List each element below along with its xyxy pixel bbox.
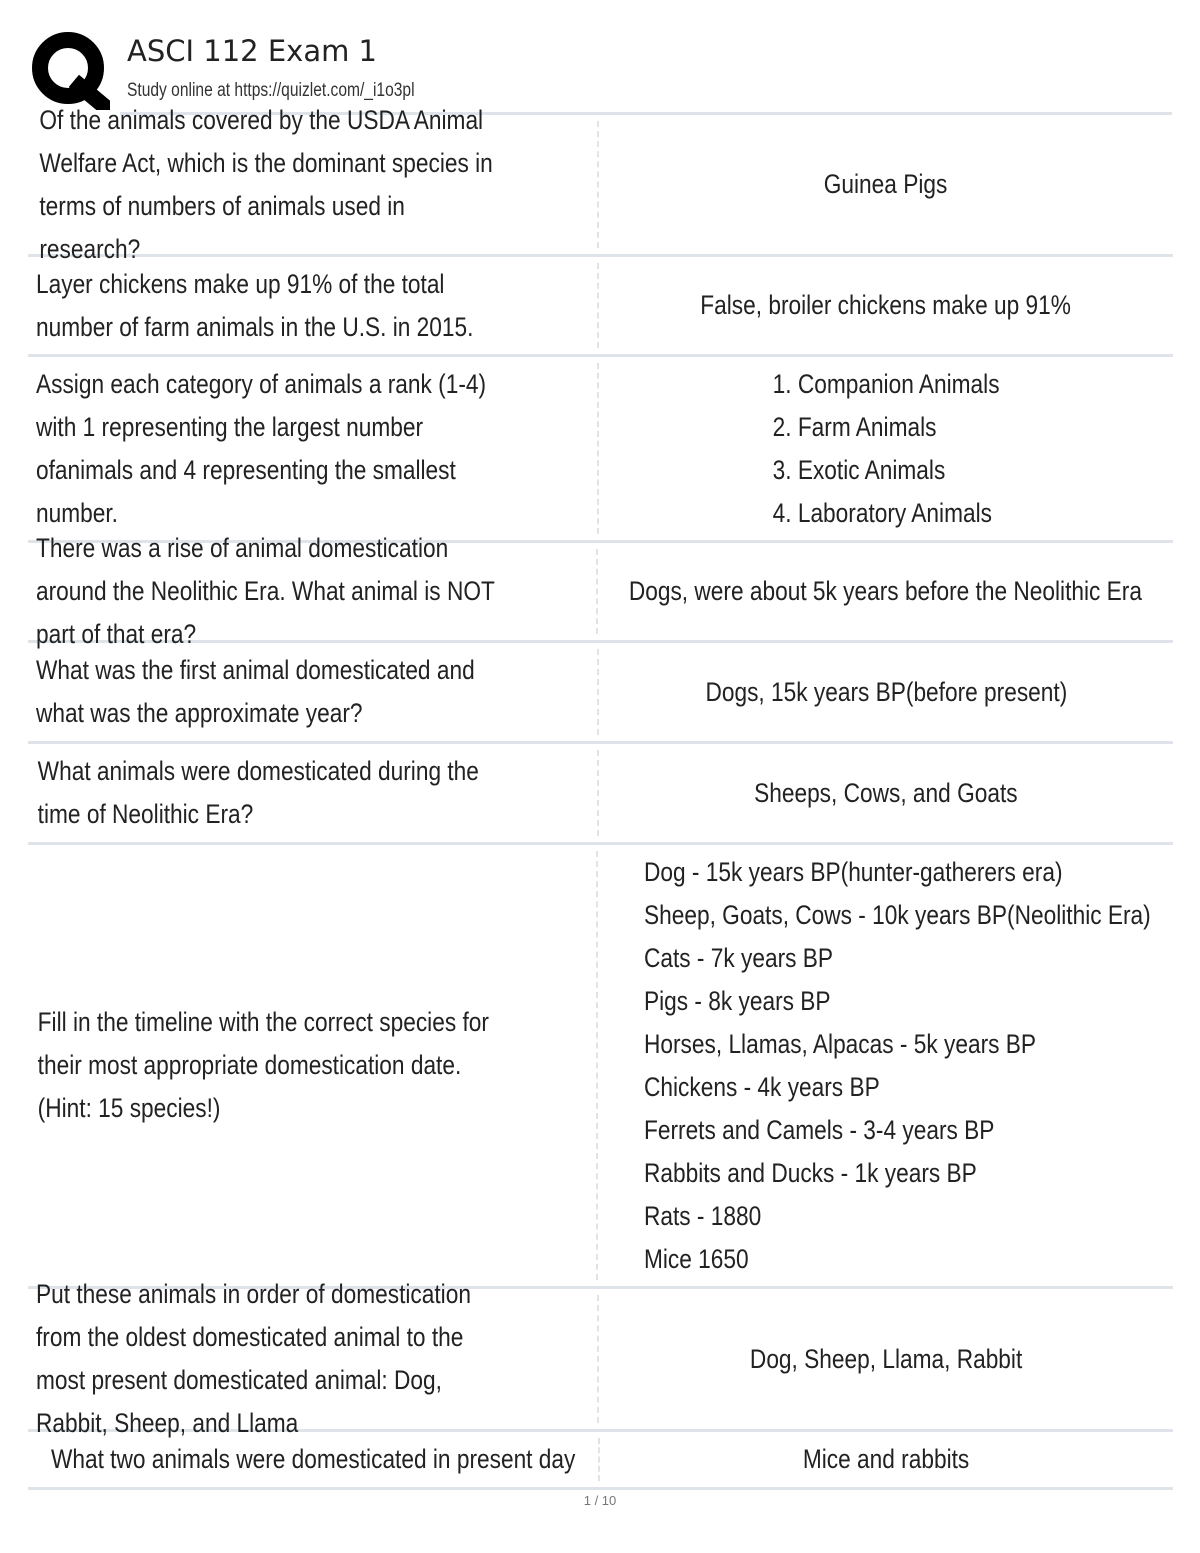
flashcard-row [28,845,1173,1289]
list-item: Horses, Llamas, Alpacas - 5k years BP [644,1028,1037,1059]
flashcard-row [28,643,1173,744]
card-term: There was a rise of animal domestication around the Neolithic Era. What animal is NOT part of that era? [36,533,495,649]
card-definition [599,357,1173,540]
list-item: Pigs - 8k years BP [644,985,831,1016]
page-subtitle: Study online at https://quizlet.com/_i1o3pl [127,80,415,101]
card-definition: Guinea Pigs [824,169,948,199]
list-item: Cats - 7k years BP [644,942,834,973]
list-item: 3. Exotic Animals [772,454,946,485]
card-definition: Sheeps, Cows, and Goats [754,777,1018,808]
list-item: Ferrets and Camels - 3-4 years BP [644,1114,995,1145]
flashcard-row [28,533,1173,649]
flashcard-row [28,744,1173,845]
card-term: Fill in the timeline with the correct species for their most appropriate domestication date. (Hint: 15 species!) [37,1007,489,1123]
card-definition: Mice and rabbits [803,1444,970,1474]
card-term: Put these animals in order of domestication from the oldest domesticated animal to the most present domesticated animal: Dog, Rabbit, Sheep, and Llama [36,1279,471,1438]
flashcard-table [28,104,1173,1490]
flashcard-row [28,1279,1173,1438]
flashcard-row [28,257,1173,357]
page-number: 1 / 10 [583,1493,617,1508]
list-item: 1. Companion Animals [772,368,1000,399]
card-definition: False, broiler chickens make up 91% [700,290,1072,320]
flashcard-row [28,104,1173,264]
card-term: What was the first animal domesticated and what was the approximate year? [36,655,475,728]
card-definition: Dog, Sheep, Llama, Rabbit [749,1343,1023,1374]
list-item: Rats - 1880 [644,1200,762,1231]
list-item: 2. Farm Animals [772,411,937,442]
flashcard-row [28,357,1173,543]
list-item: Mice 1650 [644,1243,749,1274]
card-term: Layer chickens make up 91% of the total number of farm animals in the U.S. in 2015. [36,268,474,342]
list-item: 4. Laboratory Animals [772,497,992,528]
card-term: Assign each category of animals a rank (1-4) with 1 representing the largest number ofanimals and 4 representing the smallest number. [36,368,487,528]
list-item: Chickens - 4k years BP [644,1071,880,1102]
list-item: Rabbits and Ducks - 1k years BP [644,1157,977,1188]
list-item: Dog - 15k years BP(hunter-gatherers era) [644,856,1063,887]
list-item: Sheep, Goats, Cows - 10k years BP(Neolithic Era) [644,899,1151,930]
card-definition: Dogs, were about 5k years before the Neolithic Era [628,576,1143,606]
page-title: ASCI 112 Exam 1 [127,34,378,68]
definition-list [773,363,1000,535]
card-term: What animals were domesticated during the time of Neolithic Era? [37,756,479,829]
card-definition: Dogs, 15k years BP(before present) [705,676,1067,707]
card-term: What two animals were domesticated in present day [50,1444,576,1474]
card-term: Of the animals covered by the USDA Animal Welfare Act, which is the dominant species in terms of numbers of animals used in research? [39,104,493,264]
definition-list [644,851,1151,1281]
flashcard-row [28,1432,1173,1490]
card-definition [598,845,1173,1286]
